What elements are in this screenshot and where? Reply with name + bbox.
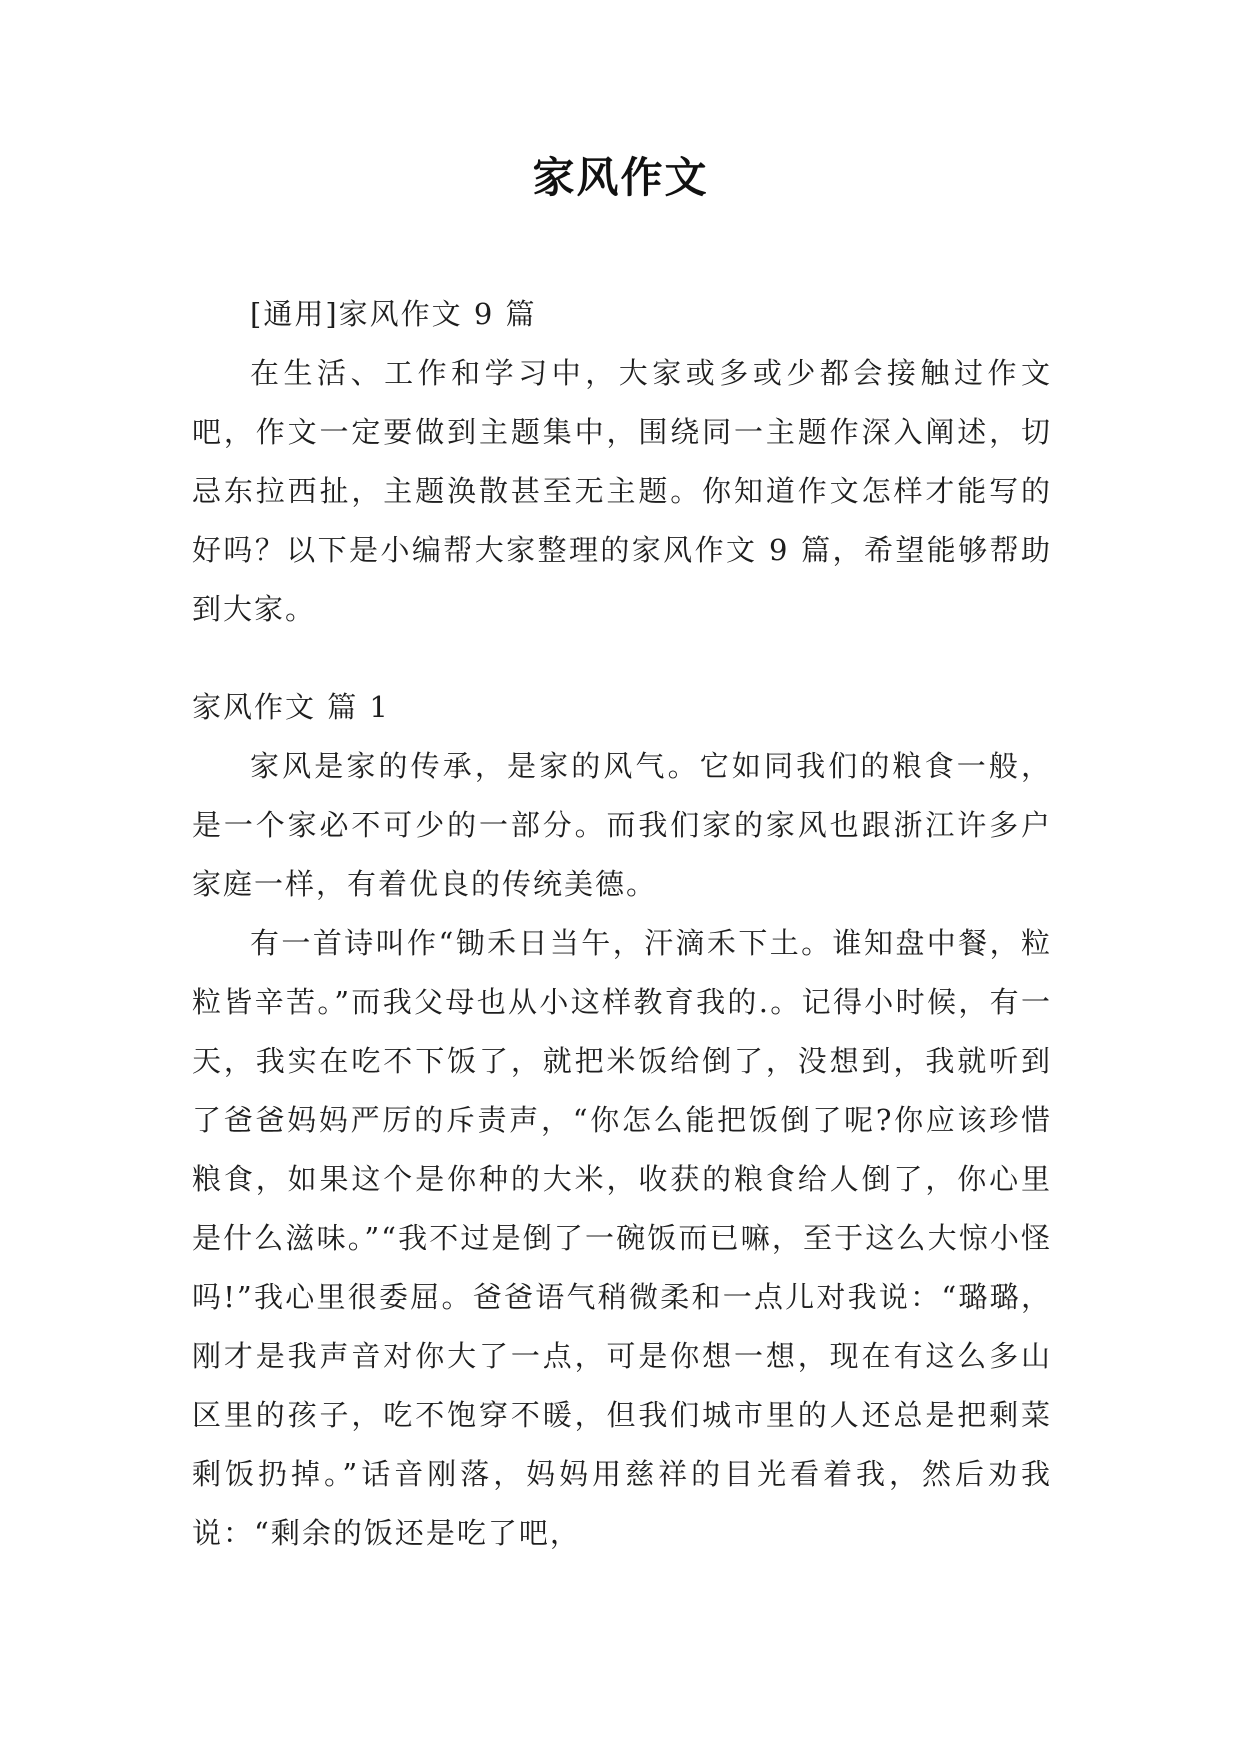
document-title: 家风作文 — [532, 153, 709, 202]
intro-paragraph: 在生活、工作和学习中，大家或多或少都会接触过作文吧，作文一定要做到主题集中，围绕同一主题作深入阐述，切忌东拉西扯，主题涣散甚至无主题。你知道作文怎样才能写的好吗？以下是小编帮大家整理的家风作文 9 篇，希望能够帮助到大家。 — [192, 356, 1052, 626]
section-heading: 家风作文 篇 1 — [192, 690, 390, 724]
document-subtitle: [通用]家风作文 9 篇 — [250, 297, 537, 331]
intro-block — [192, 285, 1052, 639]
section-1 — [192, 678, 1052, 1563]
section-paragraph: 有一首诗叫作“锄禾日当午，汗滴禾下土。谁知盘中餐，粒粒皆辛苦。”而我父母也从小这样教育我的.。记得小时候，有一天，我实在吃不下饭了，就把米饭给倒了，没想到，我就听到了爸爸妈妈严厉的斥责声，“你怎么能把饭倒了呢?你应该珍惜粮食，如果这个是你种的大米，收获的粮食给人倒了，你心里是什么滋味。”“我不过是倒了一碗饭而已嘛，至于这么大惊小怪吗!”我心里很委屈。爸爸语气稍微柔和一点儿对我说：“璐璐，刚才是我声音对你大了一点，可是你想一想，现在有这么多山区里的孩子，吃不饱穿不暖，但我们城市里的人还总是把剩菜剩饭扔掉。”话音刚落，妈妈用慈祥的目光看着我，然后劝我说：“剩余的饭还是吃了吧， — [192, 926, 1052, 1550]
section-paragraph: 家风是家的传承，是家的风气。它如同我们的粮食一般，是一个家必不可少的一部分。而我们家的家风也跟浙江许多户家庭一样，有着优良的传统美德。 — [192, 749, 1052, 901]
